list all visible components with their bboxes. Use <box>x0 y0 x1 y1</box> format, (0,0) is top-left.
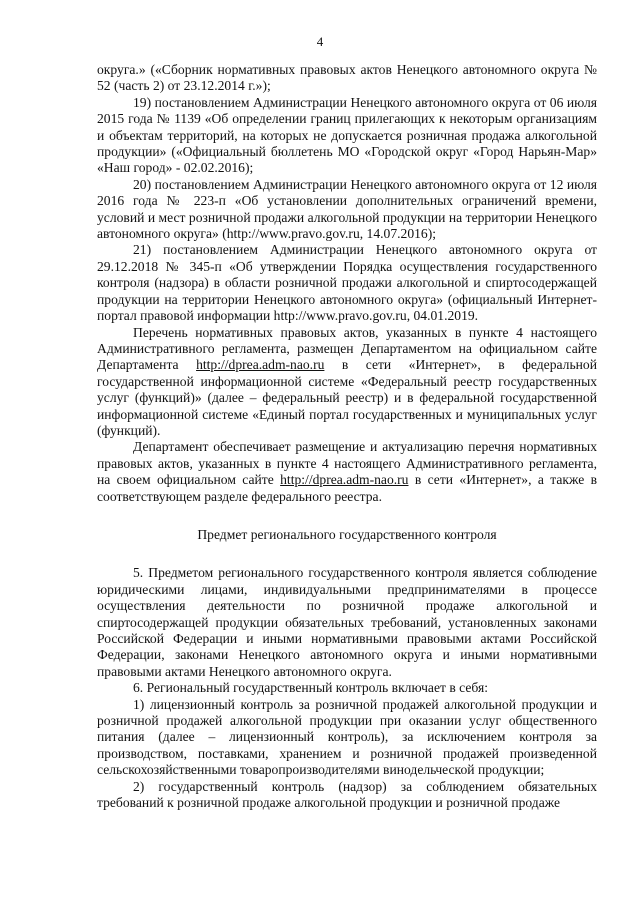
paragraph-text: в сети «Интернет», в федеральной государственной информационной системе «Федеральный реестр государственных услуг (функций)» (далее – федеральный реестр) и в федеральной государственной информационной системе «Единый портал государственных и муниципальных услуг (функций). <box>97 357 597 438</box>
section-heading: Предмет регионального государственного контроля <box>197 526 497 542</box>
paragraph-text: 19) постановлением Администрации Ненецкого автономного округа от 06 июля 2015 года № 1139 «Об определении границ прилегающих к некоторым организациям и объектам территорий, на которых не допускается розничная продажа алкогольной продукции» («Официальный бюллетень МО «Городской округ «Город Нарьян-Мар» «Наш город» - 02.02.2016); <box>97 94 597 176</box>
paragraph-item-6-2 <box>97 779 597 812</box>
website-link[interactable]: http://dprea.adm-nao.ru <box>280 472 409 488</box>
document-body <box>97 62 597 811</box>
paragraph-text: 6. Региональный государственный контроль включает в себя: <box>133 680 488 696</box>
paragraph-text: 20) постановлением Администрации Ненецкого автономного округа от 12 июля 2016 года № 223-п «Об установлении дополнительных ограничений времени, условий и мест розничной продажи алкогольной продукции на территории Ненецкого автономного округа» (http://www.pravo.gov.ru, 14.07.2016); <box>97 176 597 242</box>
paragraph-text: округа.» («Сборник нормативных правовых актов Ненецкого автономного округа № 52 (часть 2) от 23.12.2014 г.»); <box>97 62 597 94</box>
paragraph-item-5 <box>97 565 597 680</box>
paragraph-item-21 <box>97 242 597 324</box>
paragraph-continuation <box>97 62 597 95</box>
paragraph-department-ensures <box>97 439 597 505</box>
paragraph-item-6-1 <box>97 697 597 779</box>
paragraph-text: 21) постановлением Администрации Ненецкого автономного округа от 29.12.2018 № 345-п «Об утверждении Порядка осуществления государственного контроля (надзора) в области розничной продажи алкогольной и спиртосодержащей продукции на территории Ненецкого автономного округа» (официальный Интернет-портал правовой информации http://www.pravo.gov.ru, 04.01.2019. <box>97 242 597 324</box>
paragraphs-before-heading <box>97 62 597 505</box>
paragraphs-after-heading <box>97 565 597 811</box>
page-number: 4 <box>316 34 324 49</box>
paragraph-text: 1) лицензионный контроль за розничной продажей алкогольной продукции и розничной продажей алкогольной продукции при оказании услуг общественного питания (далее – лицензионный контроль), за исключением контроля за производством, поставками, хранением и розничной продажей произведенной сельскохозяйственными товаропроизводителями винодельческой продукции; <box>97 696 597 778</box>
paragraph-text: Департамент обеспечивает размещение и актуализацию перечня нормативных правовых актов, указанных в пункте 4 настоящего Административного регламента, на своем официальном сайте <box>97 439 597 488</box>
paragraph-text: в сети «Интернет», а также в соответствующем разделе федерального реестра. <box>97 472 597 504</box>
paragraph-text: 5. Предметом регионального государственного контроля является соблюдение юридическими лицами, индивидуальными предпринимателями в процессе осуществления деятельности по розничной продаже алкогольной и спиртосодержащей продукции обязательных требований, установленных законами Российской Федерации и иными нормативными правовыми актами Российской Федерации, законами Ненецкого автономного округа и иными нормативными правовыми актами Ненецкого автономного округа. <box>97 565 597 679</box>
paragraph-text: Перечень нормативных правовых актов, указанных в пункте 4 настоящего Административного регламента, размещен Департаментом на официальном сайте Департамента <box>97 324 597 373</box>
paragraph-item-20 <box>97 177 597 243</box>
paragraph-item-6 <box>97 680 597 696</box>
paragraph-item-19 <box>97 95 597 177</box>
paragraph-text: 2) государственный контроль (надзор) за соблюдением обязательных требований к розничной продаже алкогольной продукции и розничной продаже <box>97 778 597 811</box>
paragraph-list-published <box>97 325 597 440</box>
website-link[interactable]: http://dprea.adm-nao.ru <box>196 357 325 373</box>
